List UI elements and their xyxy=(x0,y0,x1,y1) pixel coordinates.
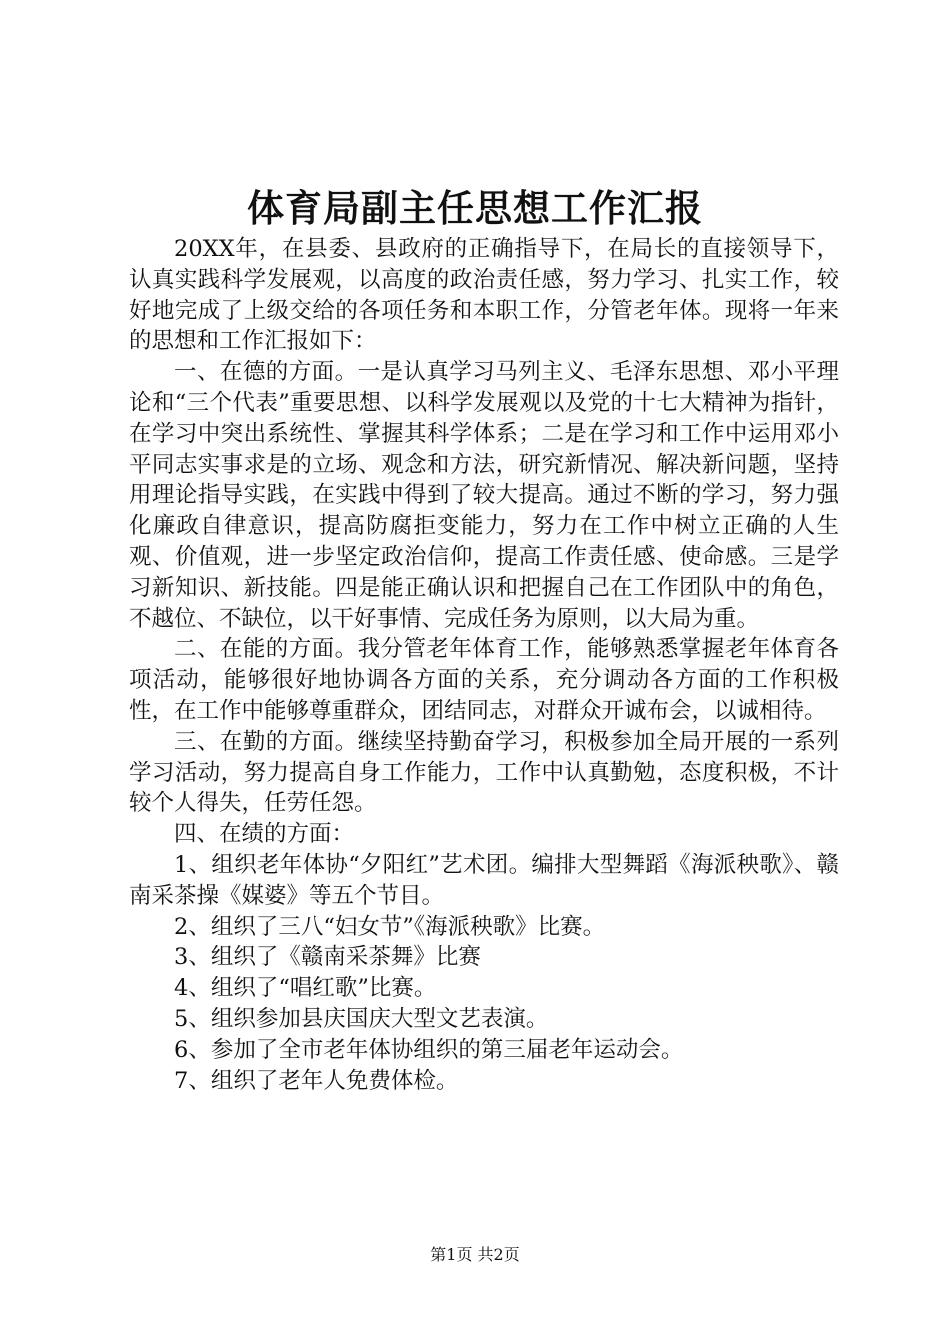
achievement-item: 5、组织参加县庆国庆大型文艺表演。 xyxy=(174,1005,549,1032)
section-achievement-heading: 四、在绩的方面： xyxy=(174,821,355,848)
achievement-item: 1、组织老年体协“夕阳红”艺术团。编排大型舞蹈《海派秧歌》、赣南采茶操《媒婆》等五个节目。 xyxy=(129,851,839,909)
section-diligence-paragraph: 三、在勤的方面。继续坚持勤奋学习，积极参加全局开展的一系列学习活动，努力提高自身工作能力，工作中认真勤勉，态度积极，不计较个人得失，任劳任怨。 xyxy=(129,728,839,817)
section-morality-paragraph: 一、在德的方面。一是认真学习马列主义、毛泽东思想、邓小平理论和“三个代表”重要思想、以科学发展观以及党的十七大精神为指针，在学习中突出系统性、掌握其科学体系；二是在学习和工作中运用邓小平同志实事求是的立场、观念和方法，研究新情况、解决新问题，坚持用理论指导实践，在实践中得到了较大提高。通过不断的学习，努力强化廉政自律意识，提高防腐拒变能力，努力在工作中树立正确的人生观、价值观，进一步坚定政治信仰，提高工作责任感、使命感。三是学习新知识、新技能。四是能正确认识和把握自己在工作团队中的角色，不越位、不缺位，以干好事情、完成任务为原则，以大局为重。 xyxy=(129,359,839,632)
document-title: 体育局副主任思想工作汇报 xyxy=(247,186,703,230)
achievement-item: 3、组织了《赣南采茶舞》比赛 xyxy=(174,944,481,971)
page-number-footer: 第1页 共2页 xyxy=(430,1245,520,1264)
achievement-item: 4、组织了“唱红歌”比赛。 xyxy=(174,975,437,1002)
document-body xyxy=(129,234,839,1096)
achievement-item: 2、组织了三八“妇女节”《海派秧歌》比赛。 xyxy=(174,913,606,940)
intro-paragraph: 20XX年，在县委、县政府的正确指导下，在局长的直接领导下，认真实践科学发展观，以高度的政治责任感，努力学习、扎实工作，较好地完成了上级交给的各项任务和本职工作，分管老年体。现将一年来的思想和工作汇报如下： xyxy=(129,236,839,355)
achievement-item: 6、参加了全市老年体协组织的第三届老年运动会。 xyxy=(174,1036,684,1063)
achievement-item: 7、组织了老年人免费体检。 xyxy=(174,1067,459,1094)
section-ability-paragraph: 二、在能的方面。我分管老年体育工作，能够熟悉掌握老年体育各项活动，能够很好地协调各方面的关系，充分调动各方面的工作积极性，在工作中能够尊重群众，团结同志，对群众开诚布会，以诚相待。 xyxy=(129,636,839,724)
